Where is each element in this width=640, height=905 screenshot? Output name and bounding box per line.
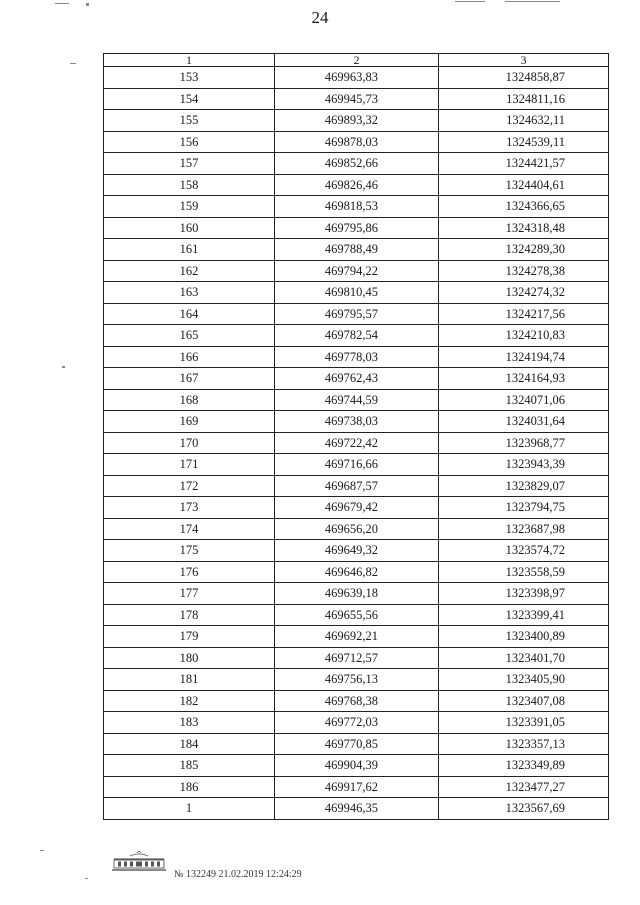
y-coordinate-cell: 1324318,48 <box>439 217 609 239</box>
scan-artifact <box>85 878 88 879</box>
x-coordinate-cell: 469716,66 <box>275 454 439 476</box>
y-coordinate-cell: 1324274,32 <box>439 282 609 304</box>
x-coordinate-cell: 469646,82 <box>275 561 439 583</box>
table-row <box>104 174 609 196</box>
y-coordinate-cell: 1324164,93 <box>439 368 609 390</box>
point-number-cell: 179 <box>104 626 275 648</box>
x-coordinate-cell: 469687,57 <box>275 475 439 497</box>
x-coordinate-cell: 469772,03 <box>275 712 439 734</box>
scan-artifact <box>40 850 44 851</box>
x-coordinate-cell: 469649,32 <box>275 540 439 562</box>
point-number-cell: 165 <box>104 325 275 347</box>
point-number-cell: 158 <box>104 174 275 196</box>
table-row <box>104 282 609 304</box>
table-row <box>104 325 609 347</box>
government-emblem-stamp <box>110 851 168 873</box>
x-coordinate-cell: 469722,42 <box>275 432 439 454</box>
table-row <box>104 454 609 476</box>
scan-artifact <box>455 1 485 2</box>
table-row <box>104 368 609 390</box>
table-row <box>104 346 609 368</box>
column-header-point: 1 <box>104 54 275 67</box>
y-coordinate-cell: 1324858,87 <box>439 67 609 89</box>
y-coordinate-cell: 1323398,97 <box>439 583 609 605</box>
table-header-row <box>104 54 609 67</box>
y-coordinate-cell: 1323407,08 <box>439 690 609 712</box>
point-number-cell: 171 <box>104 454 275 476</box>
point-number-cell: 1 <box>104 798 275 820</box>
x-coordinate-cell: 469770,85 <box>275 733 439 755</box>
y-coordinate-cell: 1323477,27 <box>439 776 609 798</box>
x-coordinate-cell: 469917,62 <box>275 776 439 798</box>
point-number-cell: 181 <box>104 669 275 691</box>
y-coordinate-cell: 1323567,69 <box>439 798 609 820</box>
table-row <box>104 88 609 110</box>
table-row <box>104 583 609 605</box>
x-coordinate-cell: 469946,35 <box>275 798 439 820</box>
y-coordinate-cell: 1324217,56 <box>439 303 609 325</box>
point-number-cell: 186 <box>104 776 275 798</box>
y-coordinate-cell: 1324404,61 <box>439 174 609 196</box>
point-number-cell: 173 <box>104 497 275 519</box>
table-row <box>104 110 609 132</box>
point-number-cell: 163 <box>104 282 275 304</box>
x-coordinate-cell: 469963,83 <box>275 67 439 89</box>
y-coordinate-cell: 1323968,77 <box>439 432 609 454</box>
point-number-cell: 169 <box>104 411 275 433</box>
table-row <box>104 604 609 626</box>
y-coordinate-cell: 1323574,72 <box>439 540 609 562</box>
y-coordinate-cell: 1324194,74 <box>439 346 609 368</box>
table-row <box>104 67 609 89</box>
table-row <box>104 475 609 497</box>
point-number-cell: 160 <box>104 217 275 239</box>
point-number-cell: 161 <box>104 239 275 261</box>
x-coordinate-cell: 469712,57 <box>275 647 439 669</box>
table-row <box>104 561 609 583</box>
table-row <box>104 196 609 218</box>
column-header-y: 3 <box>439 54 609 67</box>
point-number-cell: 157 <box>104 153 275 175</box>
x-coordinate-cell: 469656,20 <box>275 518 439 540</box>
table-row <box>104 712 609 734</box>
x-coordinate-cell: 469756,13 <box>275 669 439 691</box>
x-coordinate-cell: 469738,03 <box>275 411 439 433</box>
y-coordinate-cell: 1323794,75 <box>439 497 609 519</box>
point-number-cell: 162 <box>104 260 275 282</box>
table-row <box>104 798 609 820</box>
x-coordinate-cell: 469679,42 <box>275 497 439 519</box>
point-number-cell: 166 <box>104 346 275 368</box>
y-coordinate-cell: 1323349,89 <box>439 755 609 777</box>
point-number-cell: 178 <box>104 604 275 626</box>
x-coordinate-cell: 469945,73 <box>275 88 439 110</box>
table-row <box>104 776 609 798</box>
point-number-cell: 172 <box>104 475 275 497</box>
point-number-cell: 170 <box>104 432 275 454</box>
table-row <box>104 647 609 669</box>
table-row <box>104 389 609 411</box>
point-number-cell: 155 <box>104 110 275 132</box>
y-coordinate-cell: 1324421,57 <box>439 153 609 175</box>
y-coordinate-cell: 1323405,90 <box>439 669 609 691</box>
x-coordinate-cell: 469744,59 <box>275 389 439 411</box>
point-number-cell: 154 <box>104 88 275 110</box>
y-coordinate-cell: 1323357,13 <box>439 733 609 755</box>
point-number-cell: 159 <box>104 196 275 218</box>
point-number-cell: 184 <box>104 733 275 755</box>
x-coordinate-cell: 469782,54 <box>275 325 439 347</box>
table-row <box>104 131 609 153</box>
y-coordinate-cell: 1324289,30 <box>439 239 609 261</box>
table-row <box>104 733 609 755</box>
x-coordinate-cell: 469778,03 <box>275 346 439 368</box>
scan-artifact <box>86 3 89 6</box>
x-coordinate-cell: 469794,22 <box>275 260 439 282</box>
y-coordinate-cell: 1324366,65 <box>439 196 609 218</box>
table-row <box>104 303 609 325</box>
scan-artifact <box>70 63 76 64</box>
x-coordinate-cell: 469762,43 <box>275 368 439 390</box>
table-row <box>104 669 609 691</box>
point-number-cell: 174 <box>104 518 275 540</box>
scan-artifact <box>505 1 560 2</box>
y-coordinate-cell: 1323687,98 <box>439 518 609 540</box>
y-coordinate-cell: 1324071,06 <box>439 389 609 411</box>
scan-artifact <box>62 366 65 368</box>
x-coordinate-cell: 469795,86 <box>275 217 439 239</box>
x-coordinate-cell: 469878,03 <box>275 131 439 153</box>
x-coordinate-cell: 469639,18 <box>275 583 439 605</box>
point-number-cell: 156 <box>104 131 275 153</box>
y-coordinate-cell: 1324811,16 <box>439 88 609 110</box>
y-coordinate-cell: 1324278,38 <box>439 260 609 282</box>
point-number-cell: 168 <box>104 389 275 411</box>
coordinates-table <box>103 53 609 820</box>
table-row <box>104 432 609 454</box>
table-row <box>104 690 609 712</box>
table-row <box>104 626 609 648</box>
table-row <box>104 260 609 282</box>
table-body <box>104 67 609 820</box>
table-row <box>104 518 609 540</box>
y-coordinate-cell: 1323943,39 <box>439 454 609 476</box>
y-coordinate-cell: 1323401,70 <box>439 647 609 669</box>
scan-artifact <box>55 3 69 4</box>
y-coordinate-cell: 1323391,05 <box>439 712 609 734</box>
point-number-cell: 175 <box>104 540 275 562</box>
point-number-cell: 177 <box>104 583 275 605</box>
table-row <box>104 497 609 519</box>
y-coordinate-cell: 1323829,07 <box>439 475 609 497</box>
table-row <box>104 755 609 777</box>
point-number-cell: 164 <box>104 303 275 325</box>
point-number-cell: 182 <box>104 690 275 712</box>
point-number-cell: 167 <box>104 368 275 390</box>
table-row <box>104 153 609 175</box>
column-header-x: 2 <box>275 54 439 67</box>
x-coordinate-cell: 469810,45 <box>275 282 439 304</box>
table-row <box>104 239 609 261</box>
table-row <box>104 411 609 433</box>
point-number-cell: 185 <box>104 755 275 777</box>
x-coordinate-cell: 469795,57 <box>275 303 439 325</box>
point-number-cell: 176 <box>104 561 275 583</box>
table-row <box>104 217 609 239</box>
y-coordinate-cell: 1324632,11 <box>439 110 609 132</box>
y-coordinate-cell: 1324031,64 <box>439 411 609 433</box>
x-coordinate-cell: 469818,53 <box>275 196 439 218</box>
y-coordinate-cell: 1323400,89 <box>439 626 609 648</box>
x-coordinate-cell: 469692,21 <box>275 626 439 648</box>
page-number: 24 <box>311 8 329 27</box>
registration-stamp-text: № 132249 21.02.2019 12:24:29 <box>174 869 302 880</box>
point-number-cell: 180 <box>104 647 275 669</box>
x-coordinate-cell: 469893,32 <box>275 110 439 132</box>
x-coordinate-cell: 469852,66 <box>275 153 439 175</box>
y-coordinate-cell: 1324539,11 <box>439 131 609 153</box>
x-coordinate-cell: 469904,39 <box>275 755 439 777</box>
x-coordinate-cell: 469826,46 <box>275 174 439 196</box>
point-number-cell: 153 <box>104 67 275 89</box>
table-row <box>104 540 609 562</box>
x-coordinate-cell: 469655,56 <box>275 604 439 626</box>
y-coordinate-cell: 1323558,59 <box>439 561 609 583</box>
x-coordinate-cell: 469788,49 <box>275 239 439 261</box>
y-coordinate-cell: 1324210,83 <box>439 325 609 347</box>
x-coordinate-cell: 469768,38 <box>275 690 439 712</box>
point-number-cell: 183 <box>104 712 275 734</box>
y-coordinate-cell: 1323399,41 <box>439 604 609 626</box>
